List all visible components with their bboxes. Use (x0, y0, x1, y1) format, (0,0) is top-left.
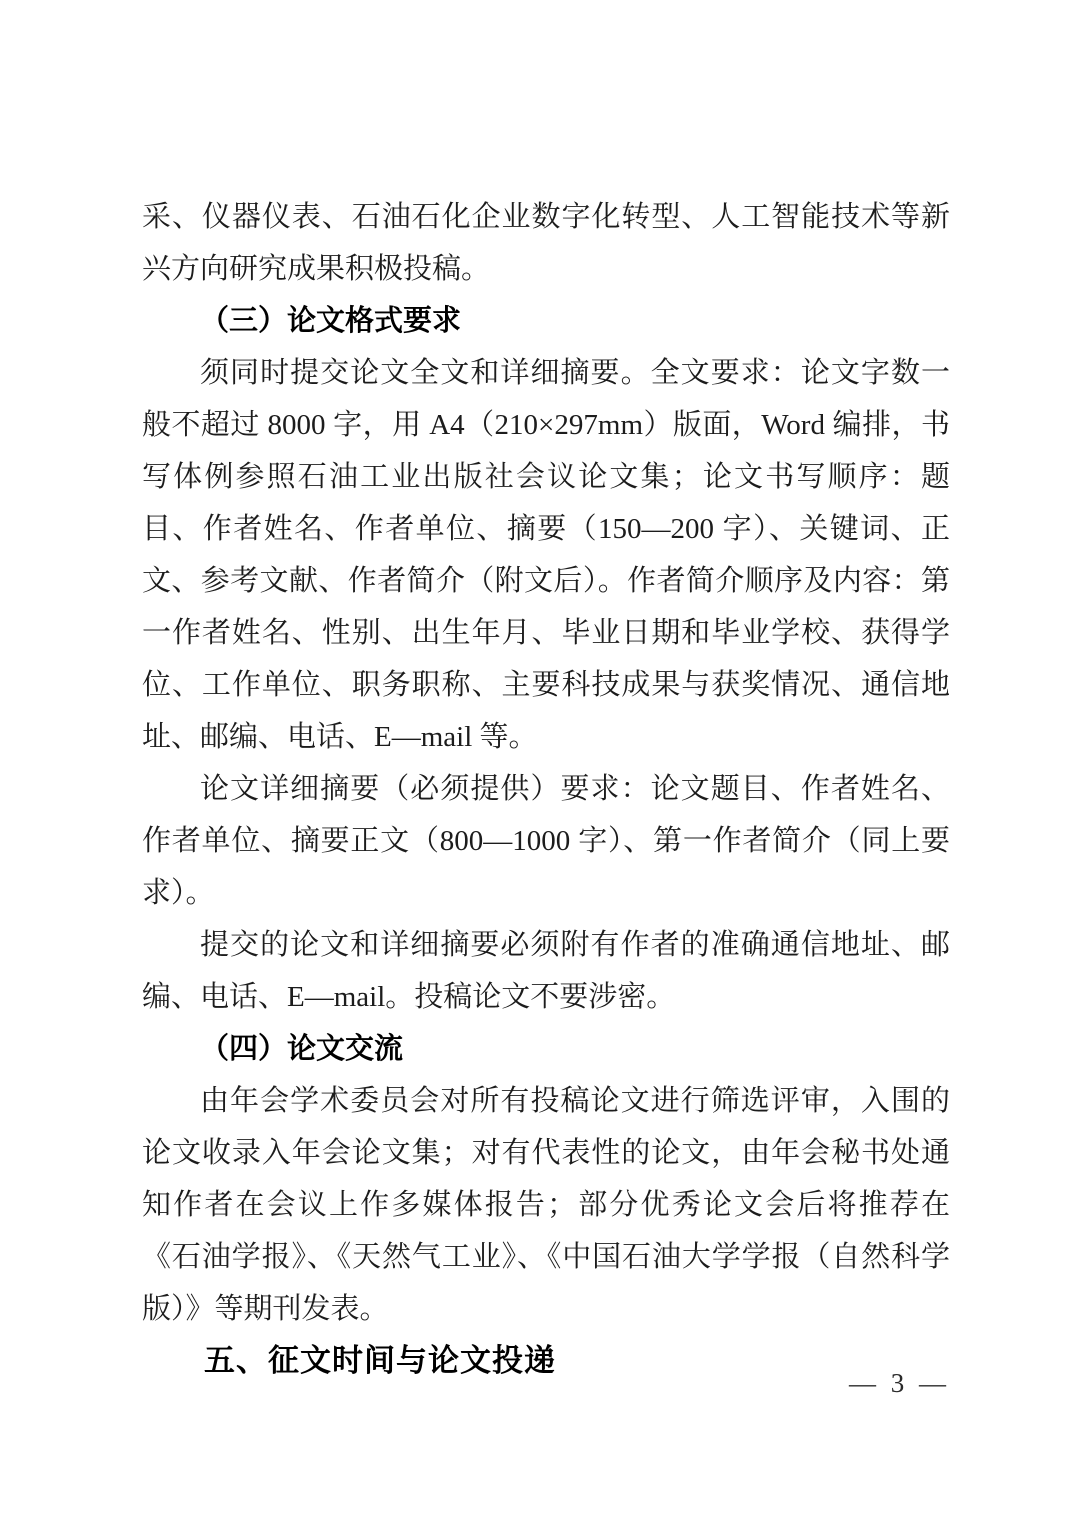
subsection-heading-3: （三）论文格式要求 (200, 305, 462, 337)
page-footer (849, 1368, 950, 1399)
paragraph-abstract-requirements: 论文详细摘要（必须提供）要求：论文题目、作者姓名、作者单位、摘要正文（800—1000 字）、第一作者简介（同上要求）。 (142, 773, 950, 909)
document-body (142, 191, 950, 1387)
section-heading-5: 五、征文时间与论文投递 (204, 1343, 556, 1378)
paragraph-contact-requirements: 提交的论文和详细摘要必须附有作者的准确通信地址、邮编、电话、E—mail。投稿论文不要涉密。 (142, 929, 950, 1013)
subsection-heading-4: （四）论文交流 (200, 1033, 404, 1065)
paragraph-continuation: 采、仪器仪表、石油石化企业数字化转型、人工智能技术等新兴方向研究成果积极投稿。 (142, 201, 950, 285)
page-number: — 3 — (849, 1368, 950, 1398)
paragraph-paper-exchange: 由年会学术委员会对所有投稿论文进行筛选评审，入围的论文收录入年会论文集；对有代表性的论文，由年会秘书处通知作者在会议上作多媒体报告；部分优秀论文会后将推荐在《石油学报》、《天然气工业》、《中国石油大学学报（自然科学版）》等期刊发表。 (142, 1085, 950, 1325)
paragraph-format-requirements: 须同时提交论文全文和详细摘要。全文要求：论文字数一般不超过 8000 字，用 A4（210×297mm）版面，Word 编排，书写体例参照石油工业出版社会议论文集；论文书写顺序：题目、作者姓名、作者单位、摘要（150—200 字）、关键词、正文、参考文献、作者简介（附文后）。作者简介顺序及内容：第一作者姓名、性别、出生年月、毕业日期和毕业学校、获得学位、工作单位、职务职称、主要科技成果与获奖情况、通信地址、邮编、电话、E—mail 等。 (142, 357, 950, 753)
